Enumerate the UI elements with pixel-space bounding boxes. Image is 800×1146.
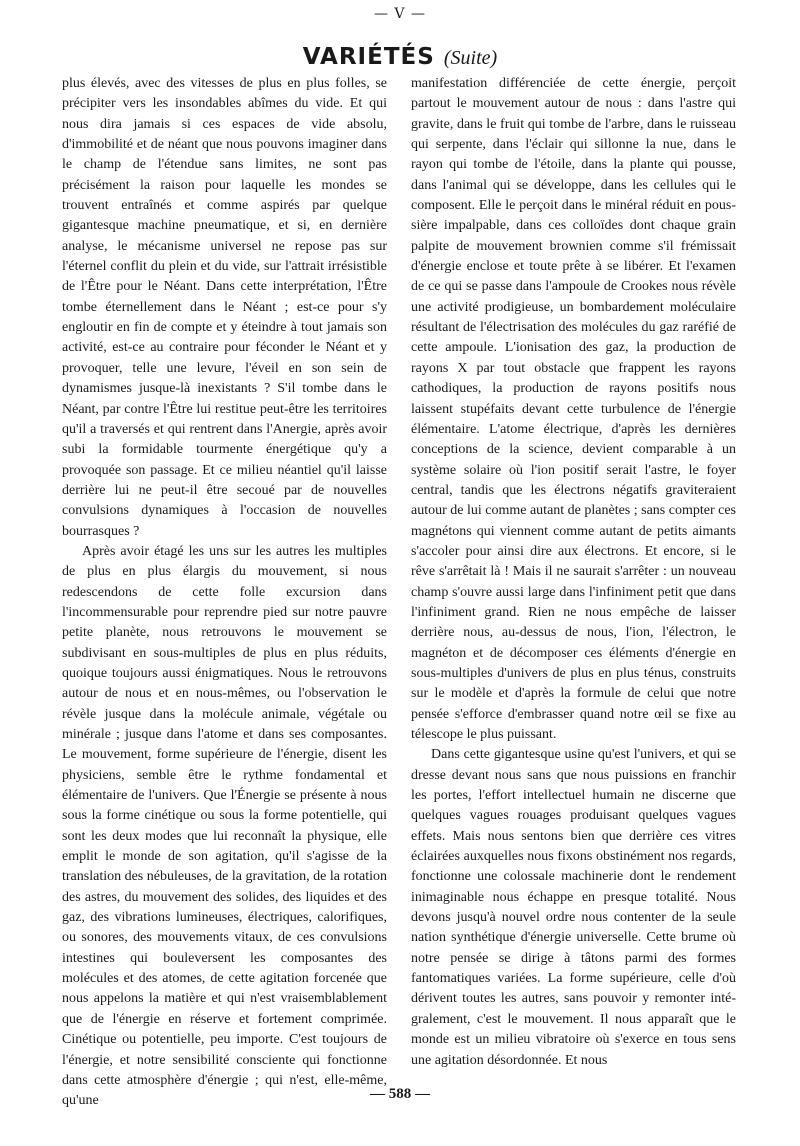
- section-heading: [0, 46, 800, 69]
- paragraph: Après avoir étagé les uns sur les autres les multiples de plus en plus élargis du mouvement, si nous redescendons de cette folle excursion dans l'incommensurable pour reprendre pied sur notre pauvre petite planète, nous retrouvons le mouvement se subdivisant en sous-multiples de plus en plus réduits, quoique toujours aussi énigmatiques. Nous le retrouvons autour de nous et en nous-mêmes, ou l'observation le révèle jusque dans la molécule animale, végétale ou minérale ; jusque dans l'atome et dans ses composantes. Le mouvement, forme supérieure de l'énergie, disent les physiciens, semble être le rythme fondamental et élémentaire de l'univers. Que l'Énergie se présente à nous sous la forme cinétique ou sous la forme potentielle, qui sont les deux modes que lui reconnaît la physique, elle emplit le monde de son agitation, qu'il s'agisse de la translation des nébuleuses, de la gravitation, de la rotation des astres, du mouvement des solides, des liquides et des gaz, des vibrations lumineuses, électriques, calorifiques, ou sonores, des mouvements vitaux, de ces convulsions intestines qui bouleversent les composantes des molécules et des atomes, de cette agitation forcenée que nous appelons la matière et qui n'est vraisemblablement que de l'énergie en réserve et fortement comprimée. Cinétique ou potentielle, peu importe. C'est toujours de l'énergie, et notre sensibilité consciente qui fonctionne dans cette atmosphère d'énergie ; qui n'est, elle-même, qu'une: [62, 543, 388, 1109]
- paragraph: manifestation différenciée de cette énergie, perçoit partout le mouvement autour de nous : dans l'astre qui gravite, dans le fruit qui tombe de l'arbre, dans le ruisseau qui serpente, dans l'éclair qui sillonne la nue, dans le rayon qui tombe de l'étoile, dans la plante qui pousse, dans l'animal qui se développe, dans les cellules qui le composent. Elle le perçoit dans le minéral réduit en poussière impalpable, dans ces colloïdes dont chaque grain palpite de mouvement brownien comme s'il frémissait d'énergie enclose et toute prête à se libérer. Et l'examen de ce qui se passe dans l'ampoule de Crookes nous révèle une activité prodigieuse, un bombardement moléculaire résultant de l'électrisation des molécules du gaz raréfié de cette ampoule. L'ionisation des gaz, la production de rayons X par tout obstacle que frappent les rayons cathodiques, la production de rayons positifs nous laissent stupéfaits devant cette turbulence de l'énergie élémentaire. L'atome électrique, d'après les dernières conceptions de la science, devient comparable à un système solaire où l'ion positif serait l'astre, le foyer central, tandis que les électrons négatifs graviteraient autour de lui comme autant de planètes ; sans compter ces magnétons qui viennent comme autant de petits aimants s'accoler pour ainsi dire aux électrons. Et encore, si le rêve s'arrêtait là ! Mais il ne saurait s'arrêter : un nouveau champ s'ouvre aussi large dans l'infiniment petit que dans l'infiniment grand. Rien ne nous empêche de laisser derrière nous, au-dessus de nous, l'ion, l'électron, le magnéton et de décomposer ces éléments d'énergie en sous-multiples d'univers de plus en plus ténus, construits sur le modèle et d'après la formule de celui que notre pensée s'efforce d'embrasser quand notre œil se fixe au télescope le plus puissant.: [411, 76, 737, 742]
- paragraph: Dans cette gigantesque usine qu'est l'univers, et qui se dresse devant nous sans que nous puissions en franchir les portes, l'effort intellectuel humain ne discerne que quelques vagues rouages produisant quelques vagues effets. Mais nous sentons bien que derrière ces vitres éclairées auxquelles nous fixons obstinément nos regards, fonctionne une colossale machinerie dont le rendement inimaginable nous échappe en presque totalité. Nous devons jusqu'à nouvel ordre nous contenter de la seule nation synthétique d'énergie universelle. Cette brume où notre pensée se dirige à tâtons parmi des formes fantomatiques variées. La forme supérieure, celle d'où dérivent toutes les autres, sans pouvoir y remonter intégralement, c'est le mouvement. Il nous apparaît que le monde est un milieu vibratoire où s'exerce en tous sens une agitation désordonnée. Et nous: [411, 747, 736, 1068]
- folio-header: — V —: [373, 6, 426, 22]
- left-column: [62, 74, 387, 1112]
- right-column: [411, 74, 736, 1071]
- page-number: — 588 —: [370, 1086, 430, 1102]
- section-subtitle: (Suite): [443, 47, 498, 69]
- section-title: VARIÉTÉS: [302, 44, 435, 70]
- paragraph: plus élevés, avec des vitesses de plus en plus folles, se précipiter vers les insondables abîmes du vide. Et qui nous dira jamais si ces espaces de vide absolu, d'immobilité et de néant que nous pouvons imaginer dans le champ de l'étendue sans limites, ne sont pas précisément la raison pour laquelle les mondes se trouvent entraînés et comme aspirés par quelque gigantesque machine pneumatique, et si, en dernière analyse, le mécanisme universel ne repose pas sur l'éternel conflit du plein et du vide, sur l'attrait irrésistible de l'Être pour le Néant. Dans cette interprétation, l'Être tombe éternellement dans le Néant ; est-ce pour s'y engloutir en fin de compte et y éteindre à tout jamais son activité, est-ce au contraire pour féconder le Néant et y provoquer, telle une levure, l'éveil en son sein de dynamismes jusque-là inexistants ? S'il tombe dans le Néant, par contre l'Être lui restitue peut-être les territoires qu'il a traversés et qui rentrent dans l'Anergie, après avoir subi la formidable tourmente énergétique qu'y a provoquée son passage. Et ce milieu néantiel qu'il laisse derrière lui ne peut-il être secoué par de nouvelles convulsions dynamiques à l'occasion de nouvelles bourrasques ?: [62, 76, 387, 539]
